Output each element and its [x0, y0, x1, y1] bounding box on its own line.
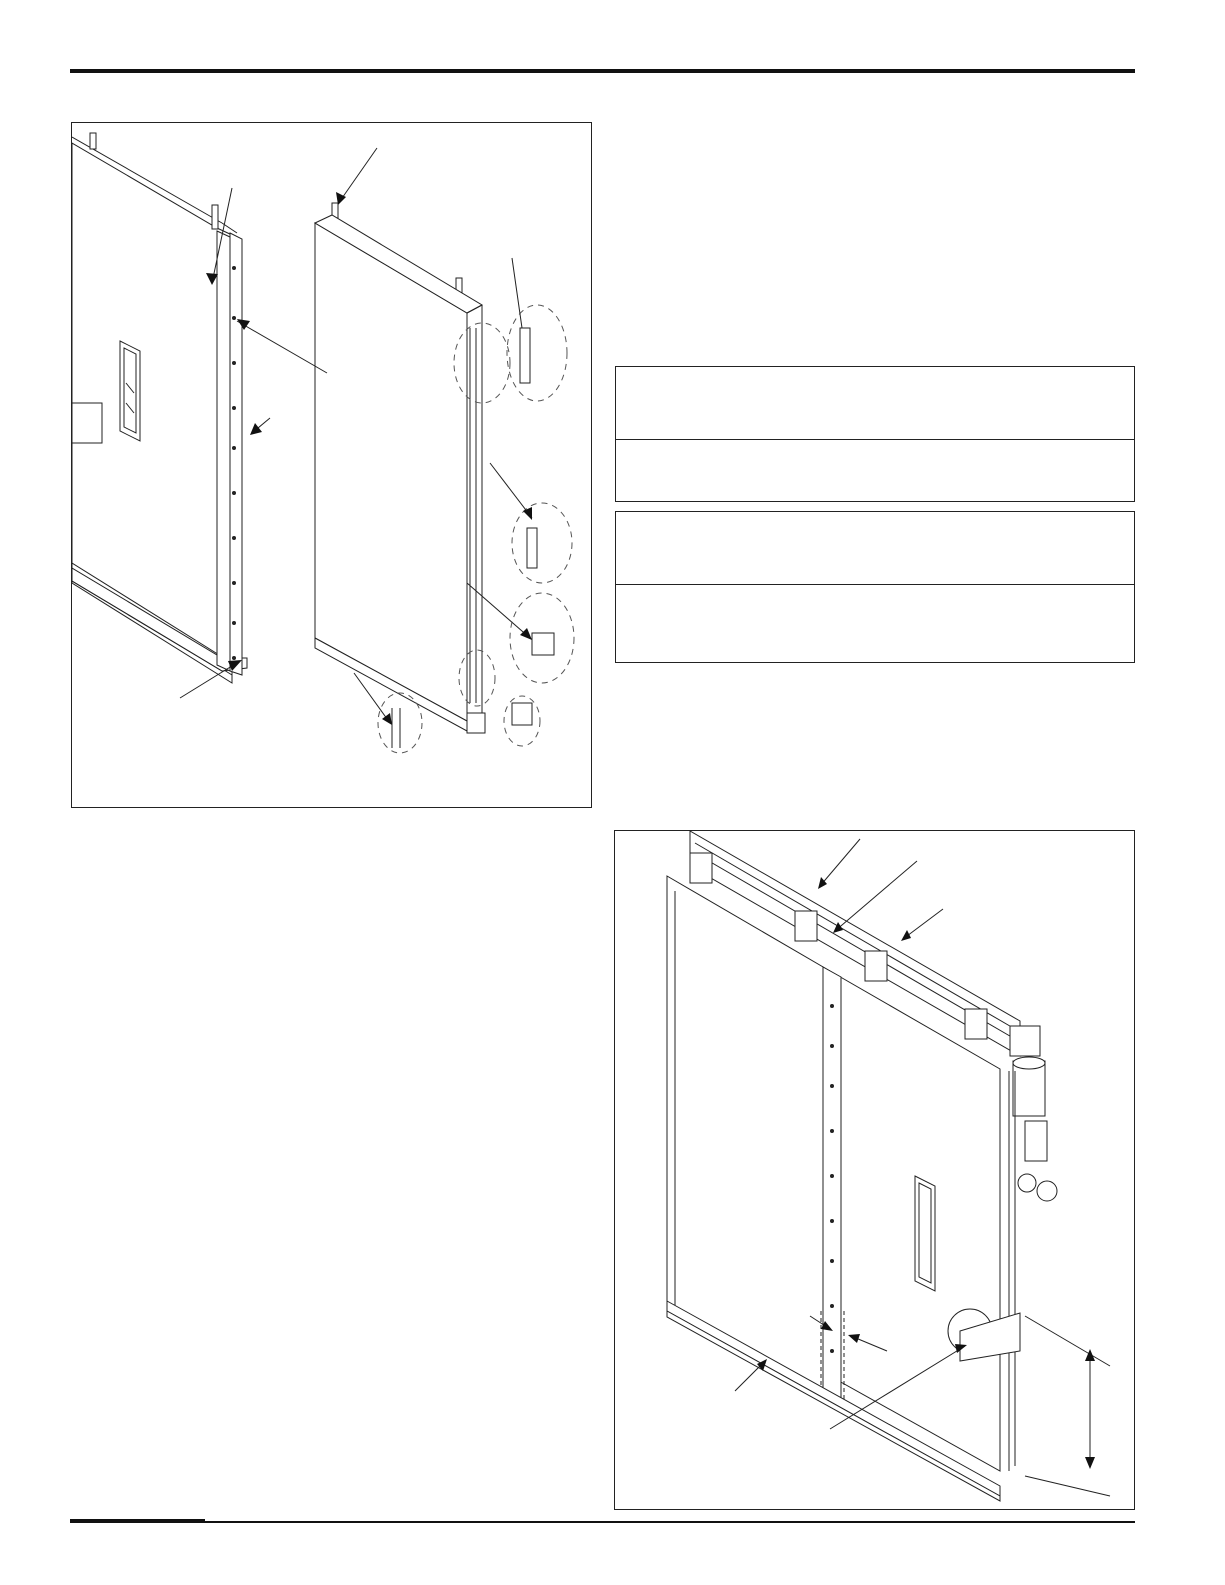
figure-door-operator-installed: [614, 830, 1135, 1510]
figure-door-panel-assembly: [71, 122, 592, 808]
door-operator-drawing: [615, 831, 1136, 1511]
spec-table-1: [615, 366, 1135, 502]
motor-icon: [1010, 1026, 1057, 1201]
footer-rule: [70, 1521, 1135, 1523]
table-row-divider: [616, 439, 1134, 440]
spec-table-2: [615, 511, 1135, 663]
door-panel-exploded-drawing: [72, 123, 593, 809]
table-row-divider: [616, 584, 1134, 585]
footer-accent: [70, 1519, 205, 1523]
header-rule: [70, 69, 1135, 73]
